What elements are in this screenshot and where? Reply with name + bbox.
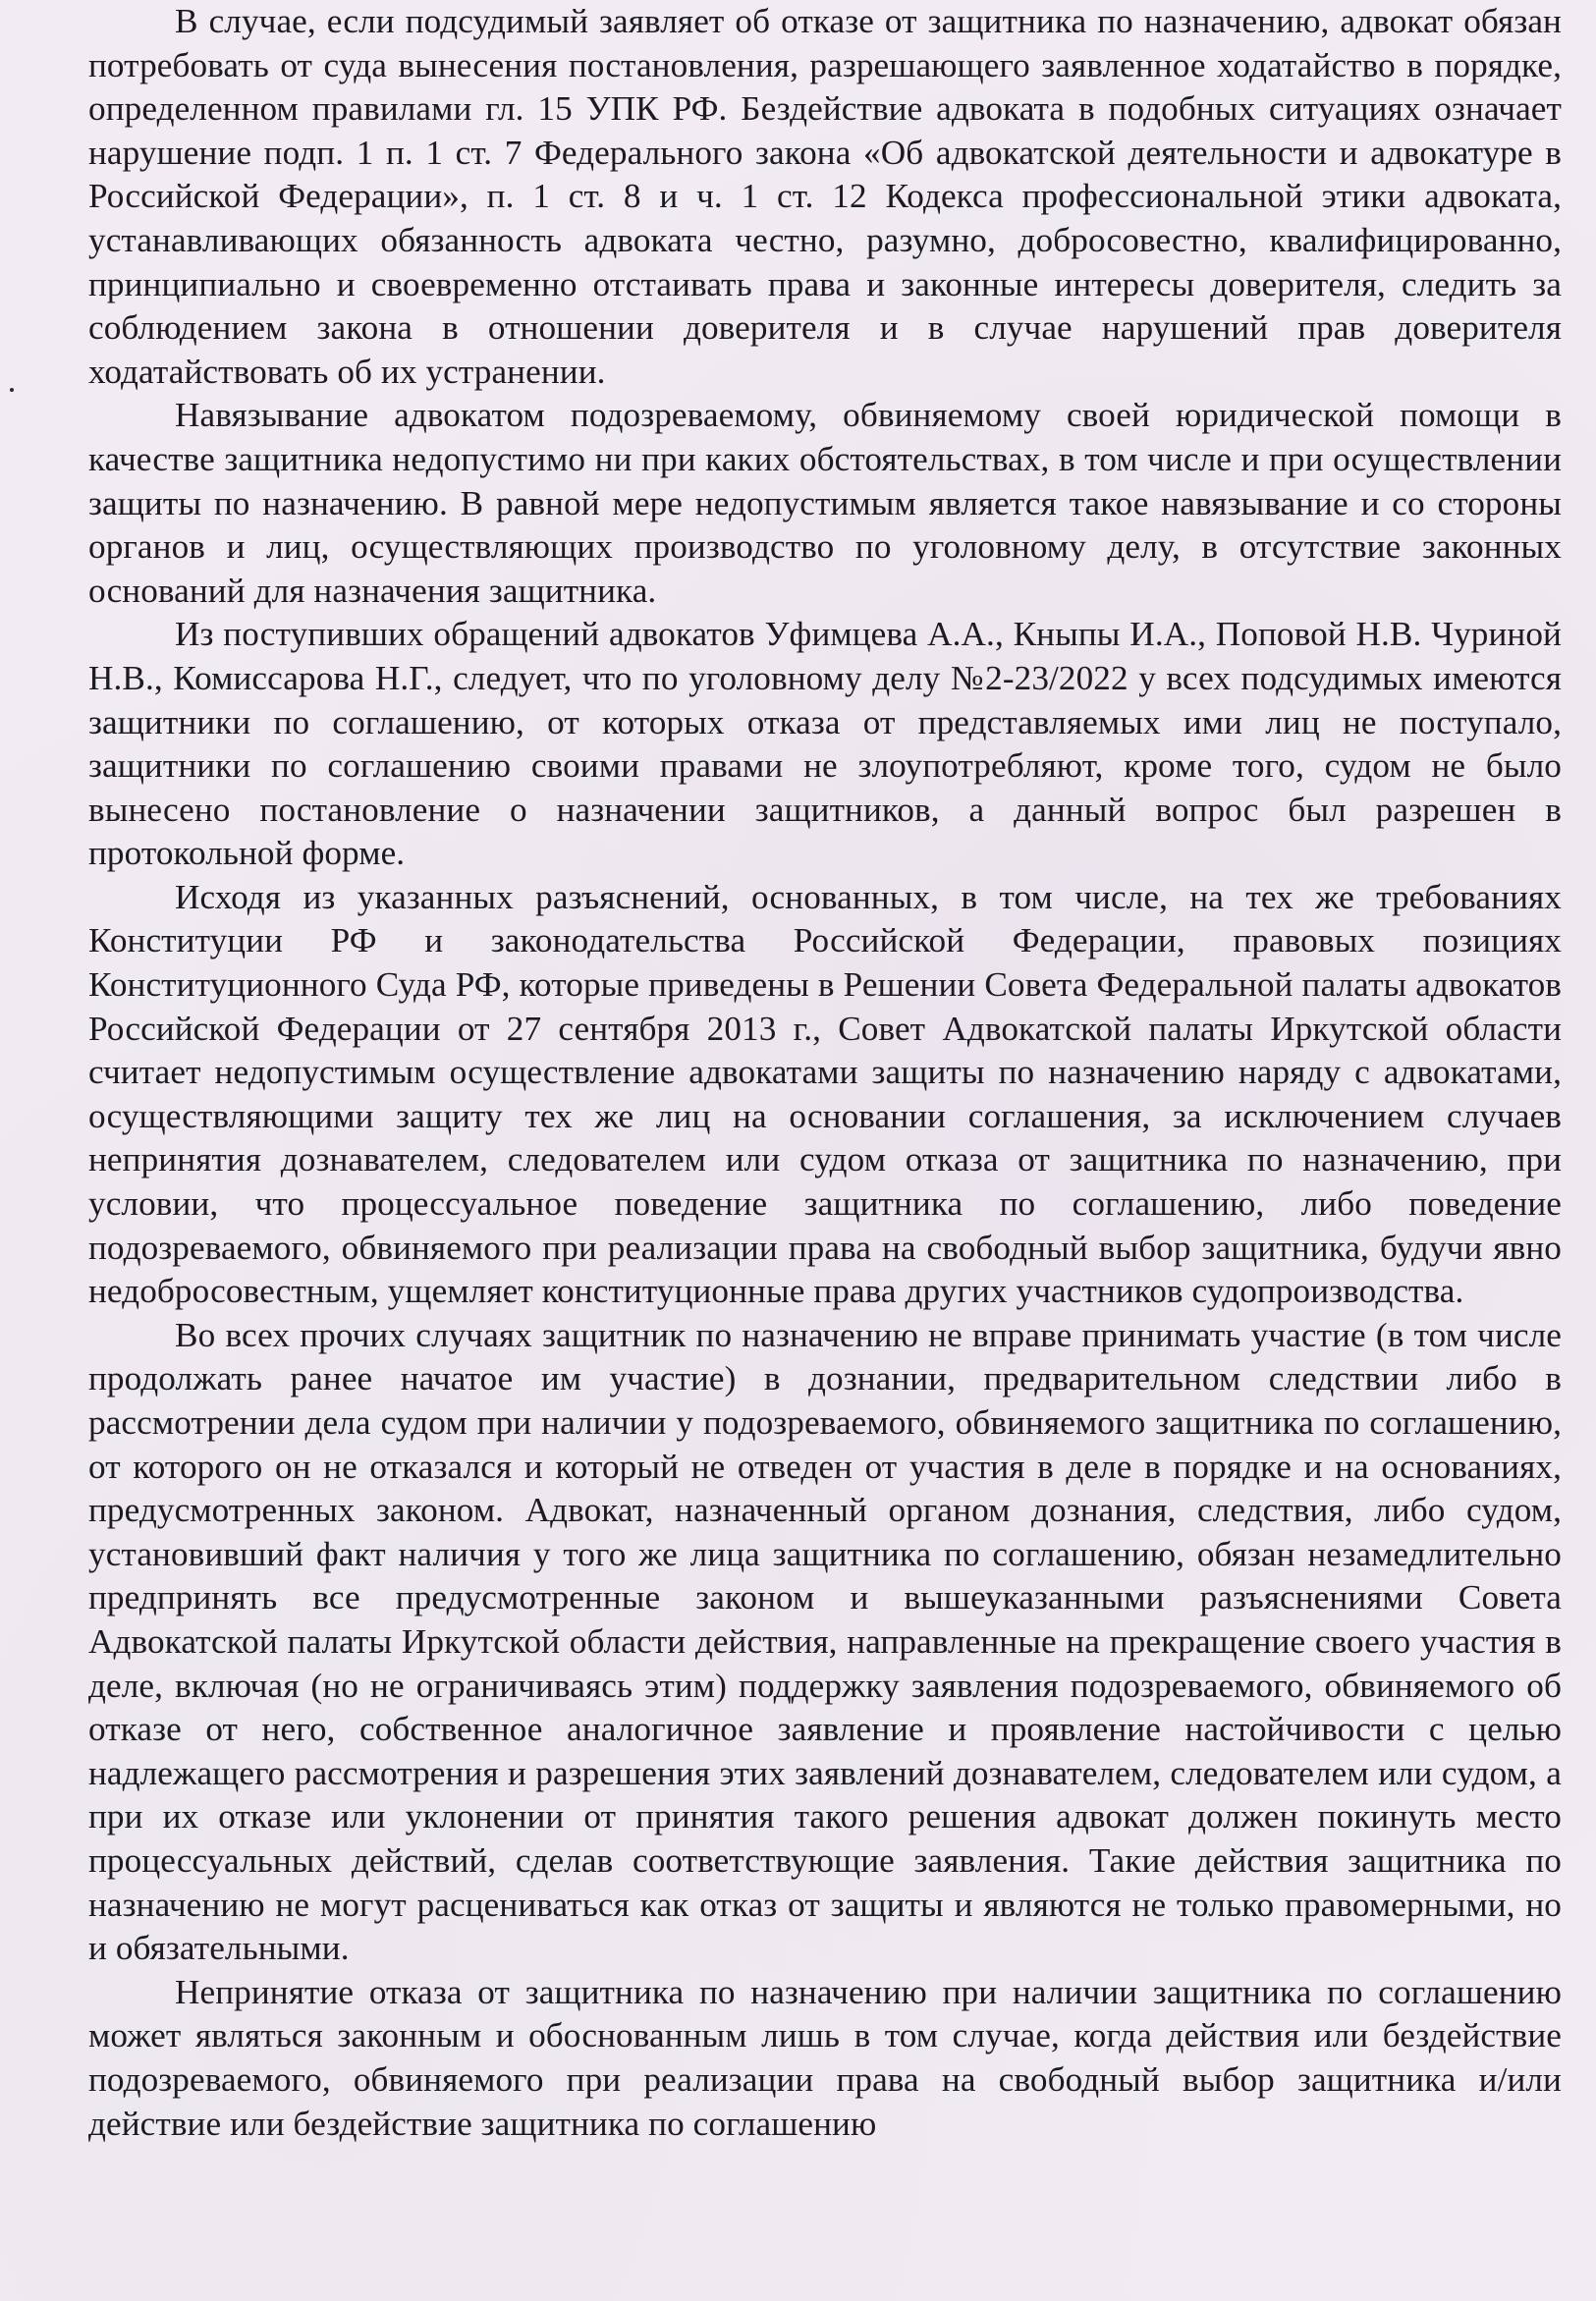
- paragraph-non-acceptance-of-refusal: Непринятие отказа от защитника по назначению при наличии защитника по соглашению может являться законным и обоснованным лишь в том случае, когда действия или бездействие подозреваемого, обвиняемого при реализации права на свободный выбор защитника и/или действие или бездействие защитника по соглашению: [88, 1972, 1562, 2143]
- paragraph-other-cases: Во всех прочих случаях защитник по назначению не вправе принимать участие (в том числе продолжать ранее начатое им участие) в дознании, предварительном следствии либо в рассмотрении дела судом при наличии у подозреваемого, обвиняемого защитника по соглашению, от которого он не отказался и который не отведен от участия в деле в порядке и на основаниях, предусмотренных законом. Адвокат, назначенный органом дознания, следствия, либо судом, установивший факт наличия у того же лица защитника по соглашению, обязан незамедлительно предпринять все предусмотренные законом и вышеуказанными разъяснениями Совета Адвокатской палаты Иркутской области действия, направленные на прекращение своего участия в деле, включая (но не ограничиваясь этим) поддержку заявления подозреваемого, обвиняемого об отказе от него, собственное аналогичное заявление и проявление настойчивости с целью надлежащего рассмотрения и разрешения этих заявлений дознавателем, следователем или судом, а при их отказе или уклонении от принятия такого решения адвокат должен покинуть место процессуальных действий, сделав соответствующие заявления. Такие действия защитника по назначению не могут расцениваться как отказ от защиты и являются не только правомерными, но и обязательными.: [88, 1315, 1562, 1968]
- paragraph-lawyer-appeals: Из поступивших обращений адвокатов Уфимцева А.А., Кныпы И.А., Поповой Н.В. Чуриной Н.В., Комиссарова Н.Г., следует, что по уголовному делу №2-23/2022 у всех подсудимых имеются защитники по соглашению, от которых отказа от представляемых ими лиц не поступало, защитники по соглашению своими правами не злоупотребляют, кроме того, судом не было вынесено постановление о назначении защитников, а данный вопрос был разрешен в протокольной форме.: [88, 615, 1562, 873]
- paragraph-imposition-of-legal-aid: Навязывание адвокатом подозреваемому, обвиняемому своей юридической помощи в качестве защитника недопустимо ни при каких обстоятельствах, в том числе и при осуществлении защиты по назначению. В равной мере недопустимым является такое навязывание и со стороны органов и лиц, осуществляющих производство по уголовному делу, в отсутствие законных оснований для назначения защитника.: [88, 396, 1562, 610]
- paragraph-council-position: Исходя из указанных разъяснений, основанных, в том числе, на тех же требованиях Конституции РФ и законодательства Российской Федерации, правовых позициях Конституционного Суда РФ, которые приведены в Решении Совета Федеральной палаты адвокатов Российской Федерации от 27 сентября 2013 г., Совет Адвокатской палаты Иркутской области считает недопустимым осуществление адвокатами защиты по назначению наряду с адвокатами, осуществляющими защиту тех же лиц на основании соглашения, за исключением случаев непринятия дознавателем, следователем или судом отказа от защитника по назначению, при условии, что процессуальное поведение защитника по соглашению, либо поведение подозреваемого, обвиняемого при реализации права на свободный выбор защитника, будучи явно недобросовестным, ущемляет конституционные права других участников судопроизводства.: [88, 877, 1562, 1311]
- paragraph-refusal-of-appointed-counsel: В случае, если подсудимый заявляет об отказе от защитника по назначению, адвокат обязан потребовать от суда вынесения постановления, разрешающего заявленное ходатайство в порядке, определенном правилами гл. 15 УПК РФ. Бездействие адвоката в подобных ситуациях означает нарушение подп. 1 п. 1 ст. 7 Федерального закона «Об адвокатской деятельности и адвокатуре в Российской Федерации», п. 1 ст. 8 и ч. 1 ст. 12 Кодекса профессиональной этики адвоката, устанавливающих обязанность адвоката честно, разумно, добросовестно, квалифицированно, принципиально и своевременно отстаивать права и законные интересы доверителя, следить за соблюдением закона в отношении доверителя и в случае нарушений прав доверителя ходатайствовать об их устранении.: [88, 2, 1562, 391]
- margin-mark: [10, 388, 14, 392]
- document-body: [88, 0, 1562, 2146]
